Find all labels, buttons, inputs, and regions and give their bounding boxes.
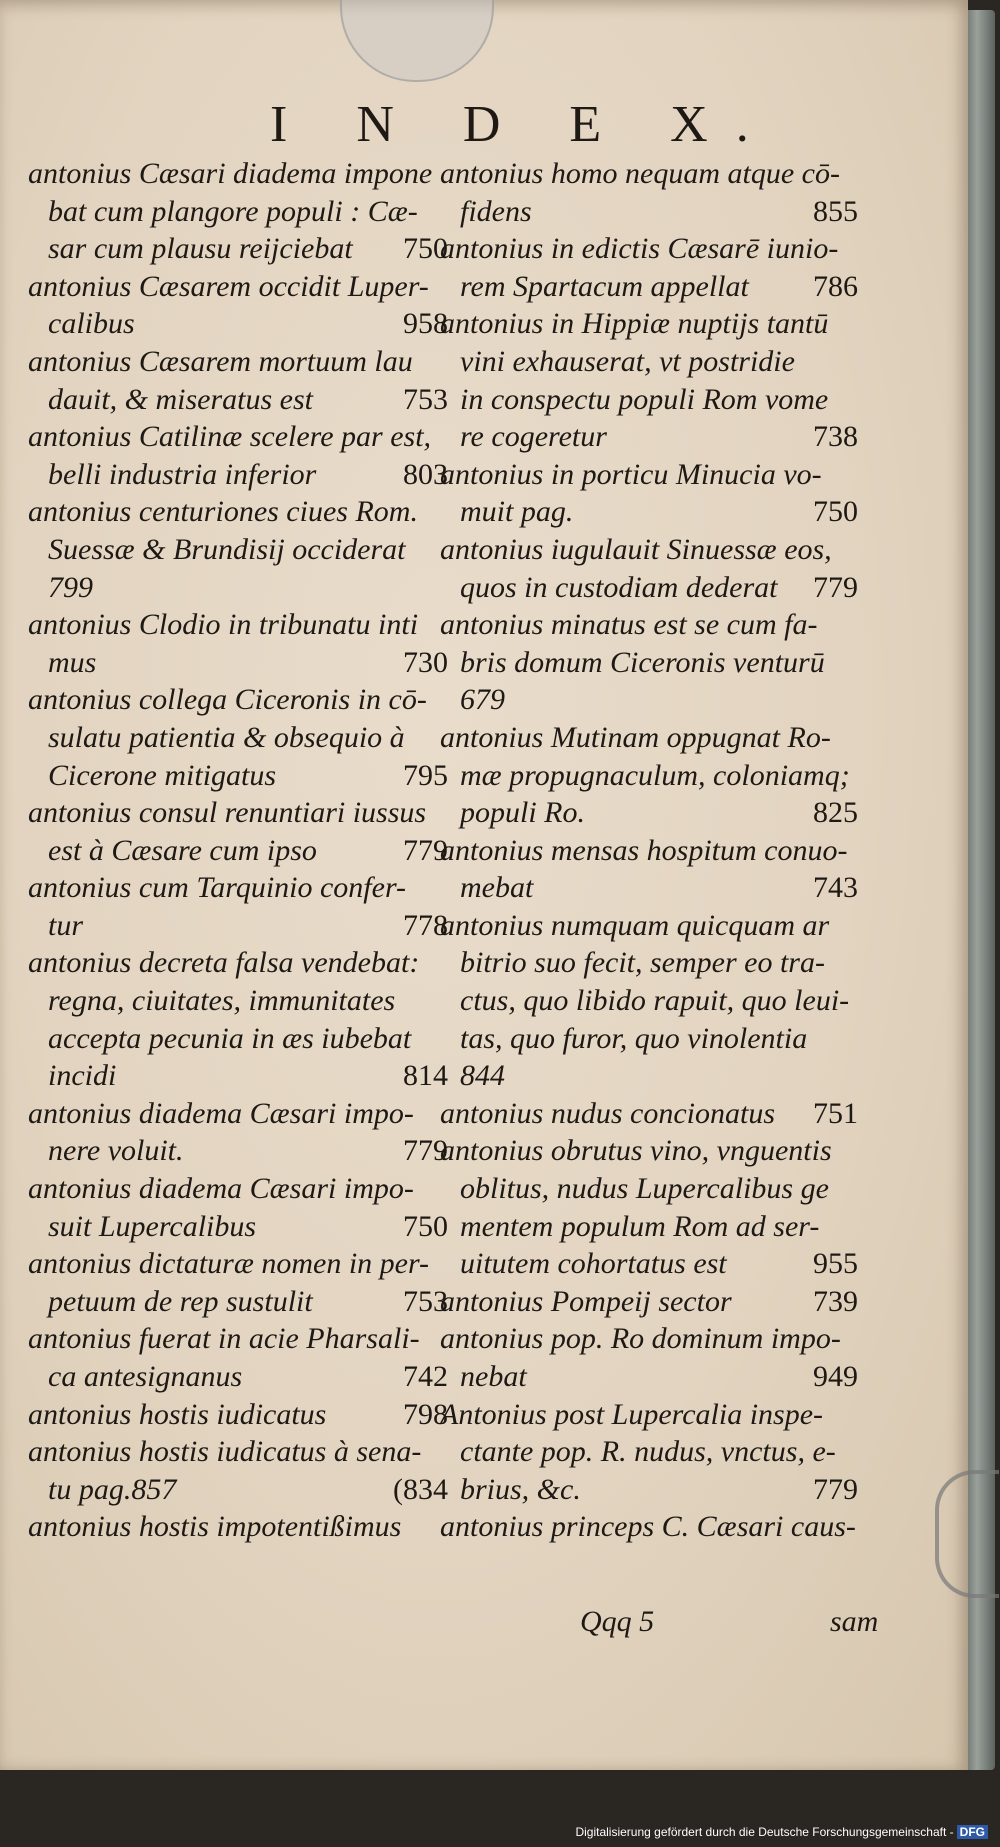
index-entry-text: est à Cæsare cum ipso bbox=[48, 833, 317, 867]
index-entry-text: antonius collega Ciceronis in cō- bbox=[28, 683, 427, 717]
index-entry-text: bris domum Ciceronis venturū bbox=[460, 645, 825, 679]
index-entry-text: antonius Pompeij sector bbox=[440, 1284, 732, 1318]
index-line bbox=[28, 569, 448, 607]
index-page-number: 742 bbox=[403, 1360, 448, 1393]
index-entry-text: re cogeretur bbox=[460, 420, 607, 454]
index-line bbox=[28, 343, 448, 381]
index-page-number: 803 bbox=[403, 457, 448, 491]
index-column-right bbox=[440, 155, 858, 1546]
index-entry-text: quos in custodiam dederat bbox=[460, 570, 778, 604]
index-line bbox=[28, 531, 448, 569]
index-line bbox=[28, 1020, 448, 1058]
page-title: I N D E X. bbox=[270, 96, 777, 153]
index-entry-text: Antonius post Lupercalia inspe- bbox=[440, 1397, 824, 1431]
signature-mark: Qqq 5 bbox=[580, 1605, 655, 1638]
index-page-number: 949 bbox=[813, 1360, 858, 1393]
index-line bbox=[28, 1508, 448, 1546]
index-entry-text: antonius Cæsari diadema impone bbox=[28, 157, 433, 190]
index-line bbox=[28, 1132, 448, 1170]
index-page-number: 743 bbox=[813, 871, 858, 905]
index-line bbox=[28, 1433, 448, 1471]
index-line bbox=[28, 1245, 448, 1283]
index-line bbox=[440, 869, 858, 907]
index-line bbox=[440, 757, 858, 795]
index-line bbox=[440, 456, 858, 494]
index-entry-text: antonius diadema Cæsari impo- bbox=[28, 1172, 414, 1206]
index-entry-text: antonius homo nequam atque cō- bbox=[440, 157, 840, 190]
digitization-credit bbox=[575, 1825, 988, 1839]
index-entry-text: calibus bbox=[48, 307, 135, 341]
page-clip bbox=[340, 0, 494, 82]
index-line bbox=[440, 1320, 858, 1358]
index-entry-text: antonius minatus est se cum fa- bbox=[440, 608, 818, 642]
index-line bbox=[28, 193, 448, 231]
index-entry-text: antonius dictaturæ nomen in per- bbox=[28, 1247, 430, 1281]
index-column-left bbox=[28, 155, 448, 1546]
index-line bbox=[28, 230, 448, 268]
index-page-number: 738 bbox=[813, 420, 858, 454]
catchword: sam bbox=[830, 1605, 879, 1638]
index-line bbox=[440, 193, 858, 231]
index-page-number: 779 bbox=[813, 570, 858, 604]
index-page-number: 778 bbox=[403, 908, 448, 942]
index-entry-text: antonius centuriones ciues Rom. bbox=[28, 495, 418, 529]
index-entry-text: antonius in Hippiæ nuptijs tantū bbox=[440, 307, 829, 341]
index-page-number: (834 bbox=[393, 1472, 448, 1506]
index-line bbox=[440, 982, 858, 1020]
index-line bbox=[440, 944, 858, 982]
index-line bbox=[28, 1358, 448, 1396]
index-line bbox=[440, 1471, 858, 1509]
index-entry-text: 799 bbox=[48, 570, 93, 604]
index-entry-text: ca antesignanus bbox=[48, 1360, 243, 1393]
index-line bbox=[28, 1283, 448, 1321]
index-line bbox=[28, 982, 448, 1020]
index-line bbox=[440, 1396, 858, 1434]
index-line bbox=[28, 1320, 448, 1358]
index-entry-text: populi Ro. bbox=[460, 796, 585, 830]
index-line bbox=[28, 381, 448, 419]
index-entry-text: Suessæ & Brundisij occiderat bbox=[48, 532, 406, 566]
index-entry-text: antonius hostis impotentißimus bbox=[28, 1510, 402, 1544]
index-entry-text: antonius Cæsarem occidit Luper- bbox=[28, 269, 429, 303]
index-entry-text: antonius princeps C. Cæsari caus- bbox=[440, 1510, 856, 1544]
index-page-number: 798 bbox=[403, 1397, 448, 1431]
index-entry-text: ctante pop. R. nudus, vnctus, e- bbox=[460, 1435, 836, 1469]
index-line bbox=[440, 1283, 858, 1321]
index-line bbox=[440, 1170, 858, 1208]
index-entry-text: antonius fuerat in acie Pharsali- bbox=[28, 1322, 420, 1356]
index-line bbox=[440, 155, 858, 193]
index-line bbox=[28, 268, 448, 306]
index-line bbox=[440, 569, 858, 607]
index-entry-text: antonius diadema Cæsari impo- bbox=[28, 1096, 414, 1130]
index-page-number: 739 bbox=[813, 1284, 858, 1318]
index-entry-text: antonius nudus concionatus bbox=[440, 1096, 775, 1130]
index-entry-text: antonius cum Tarquinio confer- bbox=[28, 871, 407, 905]
index-entry-text: nere voluit. bbox=[48, 1134, 184, 1168]
index-entry-text: brius, &c. bbox=[460, 1472, 581, 1506]
index-entry-text: regna, ciuitates, immunitates bbox=[48, 984, 396, 1018]
index-line bbox=[28, 493, 448, 531]
index-entry-text: Cicerone mitigatus bbox=[48, 758, 277, 792]
index-page-number: 825 bbox=[813, 796, 858, 830]
index-line bbox=[440, 418, 858, 456]
index-line bbox=[28, 305, 448, 343]
index-entry-text: bitrio suo fecit, semper eo tra- bbox=[460, 946, 825, 980]
index-entry-text: mebat bbox=[460, 871, 534, 905]
index-entry-text: sar cum plausu reijciebat bbox=[48, 232, 353, 266]
index-line bbox=[440, 644, 858, 682]
index-page-number: 955 bbox=[813, 1247, 858, 1281]
index-page-number: 750 bbox=[813, 495, 858, 529]
index-entry-text: antonius obrutus vino, vnguentis bbox=[440, 1134, 832, 1168]
index-line bbox=[440, 493, 858, 531]
index-entry-text: antonius Clodio in tribunatu inti bbox=[28, 608, 419, 642]
credit-text: Digitalisierung gefördert durch die Deutsche Forschungsgemeinschaft - bbox=[575, 1825, 954, 1839]
index-entry-text: suit Lupercalibus bbox=[48, 1209, 257, 1243]
index-entry-text: antonius pop. Ro dominum impo- bbox=[440, 1322, 841, 1356]
index-page-number: 750 bbox=[403, 1209, 448, 1243]
index-entry-text: bat cum plangore populi : Cæ- bbox=[48, 194, 418, 228]
index-entry-text: ctus, quo libido rapuit, quo leui- bbox=[460, 984, 850, 1018]
index-page-number: 751 bbox=[813, 1096, 858, 1130]
index-line bbox=[28, 719, 448, 757]
index-line bbox=[440, 606, 858, 644]
index-line bbox=[28, 794, 448, 832]
index-page-number: 855 bbox=[813, 194, 858, 228]
index-entry-text: antonius in porticu Minucia vo- bbox=[440, 457, 822, 491]
index-page-number: 750 bbox=[403, 232, 448, 266]
index-line bbox=[28, 681, 448, 719]
index-entry-text: petuum de rep sustulit bbox=[48, 1284, 313, 1318]
index-line bbox=[440, 268, 858, 306]
index-entry-text: belli industria inferior bbox=[48, 457, 317, 491]
index-line bbox=[440, 832, 858, 870]
index-page-number: 786 bbox=[813, 269, 858, 303]
index-page-number: 730 bbox=[403, 645, 448, 679]
index-line bbox=[440, 1208, 858, 1246]
index-line bbox=[28, 869, 448, 907]
index-line bbox=[28, 1396, 448, 1434]
index-page-number: 779 bbox=[403, 1134, 448, 1168]
index-entry-text: mæ propugnaculum, coloniamq; bbox=[460, 758, 850, 792]
index-entry-text: incidi bbox=[48, 1059, 117, 1093]
index-entry-text: sulatu patientia & obsequio à bbox=[48, 720, 405, 754]
index-entry-text: mus bbox=[48, 645, 97, 679]
index-entry-text: antonius mensas hospitum conuo- bbox=[440, 833, 848, 867]
index-line bbox=[440, 531, 858, 569]
index-entry-text: accepta pecunia in æs iubebat bbox=[48, 1021, 412, 1055]
index-line bbox=[28, 456, 448, 494]
index-line bbox=[28, 757, 448, 795]
index-entry-text: antonius hostis iudicatus bbox=[28, 1397, 327, 1431]
index-entry-text: fidens bbox=[460, 194, 532, 228]
index-line bbox=[440, 794, 858, 832]
index-entry-text: antonius in edictis Cæsarē iunio- bbox=[440, 232, 839, 266]
index-line bbox=[440, 1057, 858, 1095]
index-entry-text: antonius consul renuntiari iussus bbox=[28, 796, 427, 830]
index-entry-text: antonius decreta falsa vendebat: bbox=[28, 946, 420, 980]
index-entry-text: tas, quo furor, quo vinolentia bbox=[460, 1021, 808, 1055]
index-entry-text: antonius Mutinam oppugnat Ro- bbox=[440, 720, 831, 754]
index-line bbox=[440, 681, 858, 719]
index-entry-text: 844 bbox=[460, 1059, 505, 1093]
book-clip bbox=[935, 1470, 999, 1598]
index-line bbox=[440, 1433, 858, 1471]
index-line bbox=[440, 1095, 858, 1133]
index-page-number: 795 bbox=[403, 758, 448, 792]
index-line bbox=[440, 1358, 858, 1396]
index-entry-text: antonius numquam quicquam ar bbox=[440, 908, 830, 942]
index-entry-text: in conspectu populi Rom vome bbox=[460, 382, 829, 416]
index-page-number: 779 bbox=[813, 1472, 858, 1506]
index-line bbox=[28, 944, 448, 982]
index-line bbox=[28, 1170, 448, 1208]
index-entry-text: tur bbox=[48, 908, 84, 942]
index-entry-text: mentem populum Rom ad ser- bbox=[460, 1209, 820, 1243]
index-page-number: 958 bbox=[403, 307, 448, 341]
index-entry-text: nebat bbox=[460, 1360, 527, 1393]
index-page-number: 753 bbox=[403, 1284, 448, 1318]
index-page-number: 779 bbox=[403, 833, 448, 867]
index-line bbox=[28, 1471, 448, 1509]
index-line bbox=[28, 418, 448, 456]
index-entry-text: antonius hostis iudicatus à sena- bbox=[28, 1435, 422, 1469]
index-entry-text: oblitus, nudus Lupercalibus ge bbox=[460, 1172, 829, 1206]
index-line bbox=[28, 907, 448, 945]
index-entry-text: uitutem cohortatus est bbox=[460, 1247, 727, 1281]
index-line bbox=[28, 644, 448, 682]
index-line bbox=[440, 1245, 858, 1283]
index-line bbox=[440, 1020, 858, 1058]
index-line bbox=[28, 1208, 448, 1246]
index-entry-text: tu pag.857 bbox=[48, 1472, 177, 1506]
index-line bbox=[440, 719, 858, 757]
index-line bbox=[28, 832, 448, 870]
dfg-logo: DFG bbox=[957, 1825, 988, 1839]
index-line bbox=[440, 343, 858, 381]
index-entry-text: vini exhauserat, vt postridie bbox=[460, 344, 795, 378]
index-entry-text: antonius iugulauit Sinuessæ eos, bbox=[440, 532, 832, 566]
index-line bbox=[440, 230, 858, 268]
index-line bbox=[440, 907, 858, 945]
index-line bbox=[28, 1095, 448, 1133]
index-page-number: 814 bbox=[403, 1059, 448, 1093]
index-line bbox=[440, 381, 858, 419]
index-line bbox=[440, 305, 858, 343]
index-line bbox=[440, 1132, 858, 1170]
index-entry-text: muit pag. bbox=[460, 495, 574, 529]
index-page-number: 753 bbox=[403, 382, 448, 416]
index-line bbox=[28, 155, 448, 193]
index-entry-text: antonius Catilinæ scelere par est, bbox=[28, 420, 432, 454]
index-entry-text: antonius Cæsarem mortuum lau bbox=[28, 344, 413, 378]
index-entry-text: dauit, & miseratus est bbox=[48, 382, 314, 416]
index-line bbox=[440, 1508, 858, 1546]
index-entry-text: rem Spartacum appellat bbox=[460, 269, 749, 303]
index-entry-text: 679 bbox=[460, 683, 505, 717]
index-line bbox=[28, 1057, 448, 1095]
index-line bbox=[28, 606, 448, 644]
